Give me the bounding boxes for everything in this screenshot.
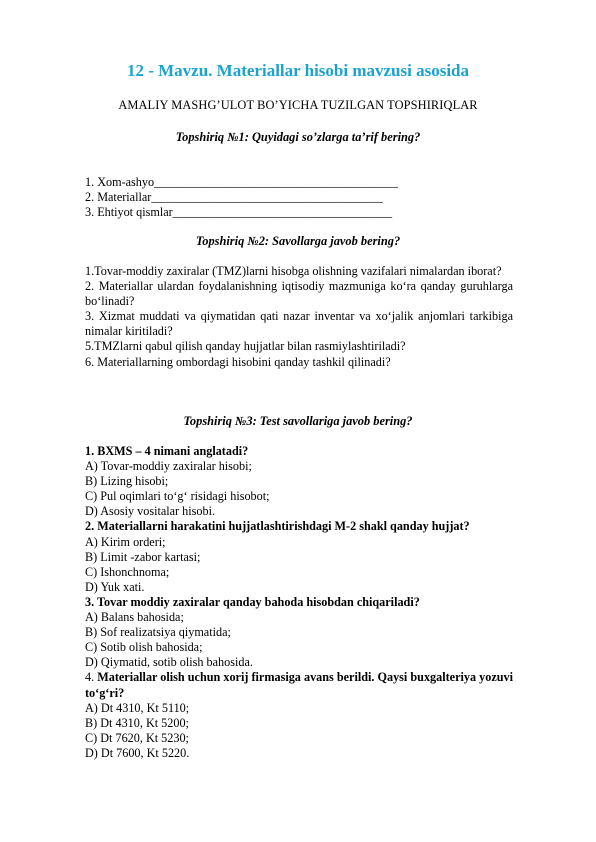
task2-heading: Topshiriq №2: Savollarga javob bering? [195, 234, 401, 248]
task1-item: 2. Materiallar______________________________________ [85, 190, 383, 205]
test-option: B) Limit -zabor kartasi; [85, 549, 201, 564]
task2-item: 5.TMZlarni qabul qilish qanday hujjatlar bilan rasmiylashtiriladi? [85, 339, 406, 354]
test-option: D) Asosiy vositalar hisobi. [85, 504, 215, 519]
test-option: A) Kirim orderi; [85, 534, 166, 549]
test-question-4 [85, 670, 513, 700]
test-option: A) Dt 4310, Kt 5110; [85, 700, 190, 715]
task1-list [85, 175, 513, 220]
test-question: 3. Tovar moddiy zaxiralar qanday bahoda hisobdan chiqariladi? [85, 594, 420, 609]
task2-item: 3. Xizmat muddati va qiymatidan qati nazar inventar va xo‘jalik anjomlari tarkibiga nimalar kiritiladi? [85, 309, 513, 339]
test-option: A) Tovar-moddiy zaxiralar hisobi; [85, 459, 252, 474]
task2-item: 1.Tovar-moddiy zaxiralar (TMZ)larni hisobga olishning vazifalari nimalardan iborat? [85, 264, 502, 278]
task1-item: 3. Ehtiyot qismlar____________________________________ [85, 205, 393, 220]
test-option: A) Balans bahosida; [85, 610, 184, 625]
task1-item: 1. Xom-ashyo________________________________________ [85, 175, 398, 189]
test-option: B) Dt 4310, Kt 5200; [85, 715, 189, 730]
test-question-number: 4. [85, 670, 95, 685]
test-option: C) Dt 7620, Kt 5230; [85, 730, 189, 745]
task2-item: 6. Materiallarning ombordagi hisobini qanday tashkil qilinadi? [85, 354, 391, 369]
test-question: 1. BXMS – 4 nimani anglatadi? [85, 444, 249, 458]
test-option: C) Sotib olish bahosida; [85, 640, 203, 655]
task2-item: 2. Materiallar ulardan foydalanishning iqtisodiy mazmuniga ko‘ra qanday guruhlarga bo‘linadi? [85, 279, 513, 309]
test-option: C) Pul oqimlari to‘g‘ risidagi hisobot; [85, 489, 270, 504]
task3-list [85, 444, 513, 761]
task2-list [85, 264, 513, 370]
test-option: C) Ishonchnoma; [85, 564, 170, 579]
task3-heading: Topshiriq №3: Test savollariga javob bering? [183, 414, 413, 428]
test-question-text: Materiallar olish uchun xorij firmasiga avans berildi. Qaysi buxgalteriya yozuvi to‘g‘ri? [85, 670, 513, 700]
test-question: 2. Materiallarni harakatini hujjatlashtirishdagi M-2 shakl qanday hujjat? [85, 519, 470, 534]
task1-heading: Topshiriq №1: Quyidagi so’zlarga ta’rif bering? [175, 130, 421, 144]
test-option: B) Sof realizatsiya qiymatida; [85, 625, 231, 640]
document-subtitle: AMALIY MASHG’ULOT BO’YICHA TUZILGAN TOPSHIRIQLAR [118, 98, 478, 112]
test-option: D) Qiymatid, sotib olish bahosida. [85, 655, 253, 670]
test-option: D) Dt 7600, Kt 5220. [85, 745, 190, 760]
test-option: D) Yuk xati. [85, 579, 145, 594]
test-option: B) Lizing hisobi; [85, 474, 169, 489]
document-title: 12 - Mavzu. Materiallar hisobi mavzusi asosida [126, 61, 470, 80]
